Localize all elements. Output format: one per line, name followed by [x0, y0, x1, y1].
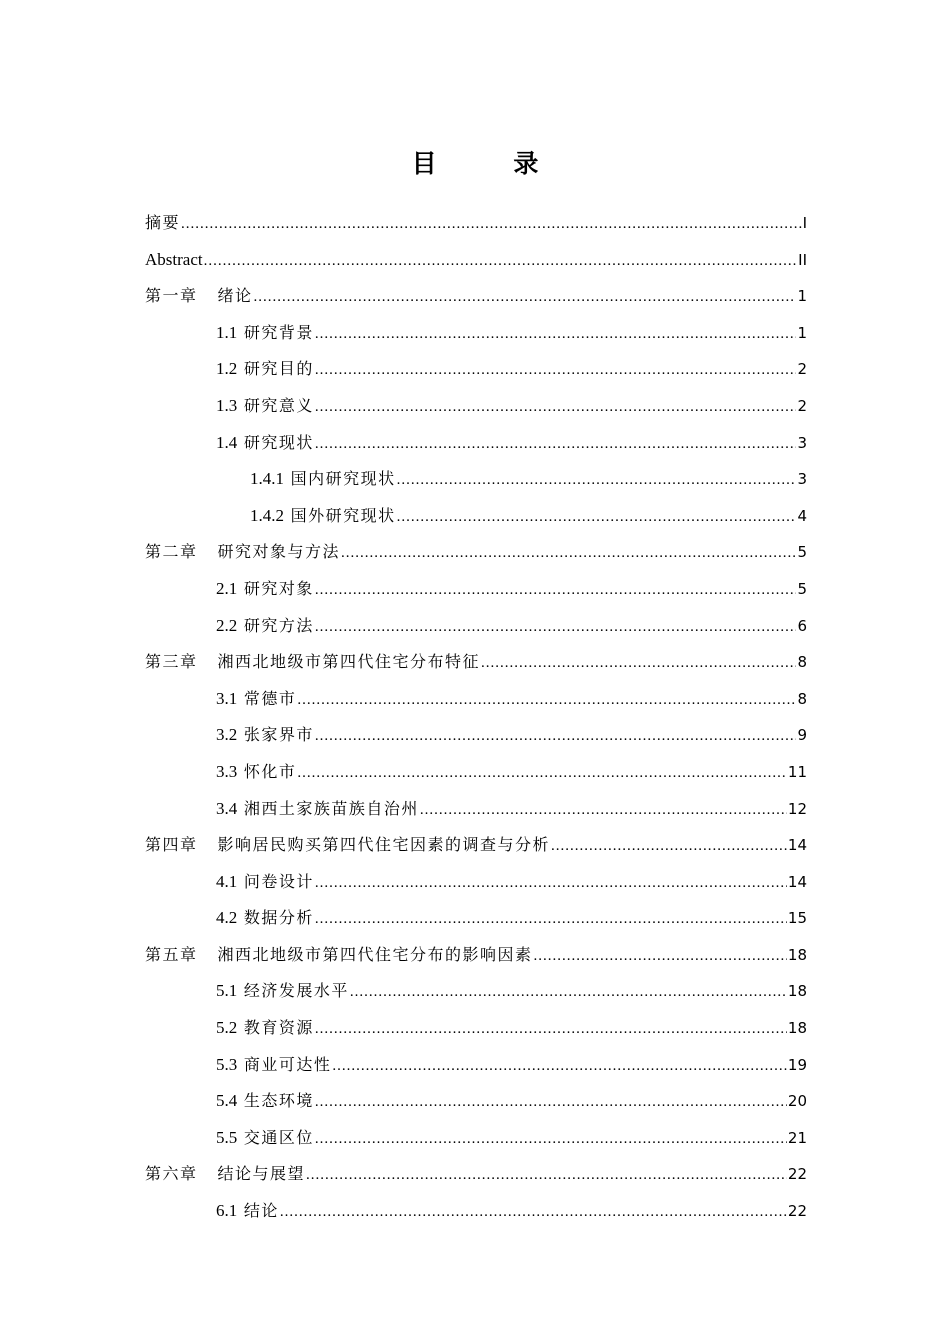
toc-entry-page: 14	[787, 836, 807, 855]
toc-entry-prefix: 1.1	[216, 322, 238, 342]
toc-entry-page: 4	[797, 506, 807, 525]
toc-entry-title: 研究对象与方法	[217, 542, 341, 562]
dot-leader	[254, 279, 797, 316]
dot-leader	[280, 1194, 787, 1231]
toc-entry-title: Abstract	[145, 249, 203, 269]
dot-leader	[181, 206, 802, 243]
toc-entry-prefix: 1.3	[216, 395, 238, 415]
toc-entry-section[interactable]	[145, 351, 807, 388]
toc-entry-title: 数据分析	[243, 908, 314, 928]
toc-entry-page: 11	[787, 762, 807, 781]
toc-entry-section[interactable]	[145, 973, 807, 1010]
toc-entry-section[interactable]	[145, 1047, 807, 1084]
toc-entry-prefix: 5.5	[216, 1127, 238, 1147]
dot-leader	[315, 572, 797, 609]
toc-entry-title: 商业可达性	[243, 1054, 332, 1074]
toc-entry-section[interactable]	[145, 388, 807, 425]
toc-entry-page: 9	[797, 726, 807, 745]
toc-entry-page: 19	[787, 1055, 807, 1074]
toc-entry-section[interactable]	[145, 864, 807, 901]
toc-entry-prefix: 3.3	[216, 761, 238, 781]
toc-entry-page: 3	[797, 470, 807, 489]
toc-entry-title: 研究现状	[243, 432, 314, 452]
toc-entry-chapter-1[interactable]	[145, 278, 807, 315]
toc-entry-chapter-3[interactable]	[145, 644, 807, 681]
toc-entry-title: 绪论	[217, 286, 253, 306]
toc-entry-prefix: 1.4.1	[250, 469, 284, 489]
toc-entry-prefix: 1.4.2	[250, 505, 284, 525]
toc-entry-prefix: 5.2	[216, 1018, 238, 1038]
dot-leader	[204, 243, 798, 280]
toc-entry-page: 2	[797, 396, 807, 415]
toc-entry-prefix: 第一章	[145, 286, 198, 306]
toc-entry-section[interactable]	[145, 717, 807, 754]
dot-leader	[315, 1011, 787, 1048]
toc-entry-prefix: 2.1	[216, 578, 238, 598]
toc-entry-page: 20	[787, 1092, 807, 1111]
toc-entry-page: 8	[797, 689, 807, 708]
toc-entry-section[interactable]	[145, 1083, 807, 1120]
toc-entry-title: 常德市	[243, 688, 297, 708]
toc-entry-title: 湘西北地级市第四代住宅分布的影响因素	[217, 944, 533, 964]
toc-entry-prefix: 4.1	[216, 871, 238, 891]
toc-entry-section[interactable]	[145, 1010, 807, 1047]
dot-leader	[341, 535, 796, 572]
dot-leader	[551, 828, 787, 865]
toc-entry-page: 5	[797, 579, 807, 598]
toc-entry-subsection[interactable]	[145, 498, 807, 535]
dot-leader	[315, 1084, 787, 1121]
dot-leader	[332, 1048, 787, 1085]
toc-entry-section[interactable]	[145, 425, 807, 462]
toc-entry-prefix: 5.1	[216, 981, 238, 1001]
toc-entry-prefix: 第三章	[145, 652, 198, 672]
toc-entry-title: 研究背景	[243, 322, 314, 342]
toc-entry-page: 21	[787, 1128, 807, 1147]
toc-entry-chapter-4[interactable]	[145, 827, 807, 864]
toc-entry-prefix: 4.2	[216, 908, 238, 928]
dot-leader	[297, 755, 787, 792]
dot-leader	[315, 865, 787, 902]
dot-leader	[534, 938, 787, 975]
toc-entry-prefix: 3.1	[216, 688, 238, 708]
toc-entry-page: 1	[797, 323, 807, 342]
toc-entry-prefix: 第二章	[145, 542, 198, 562]
dot-leader	[315, 718, 797, 755]
page-title: 目 录	[411, 149, 573, 178]
dot-leader	[315, 901, 787, 938]
toc-entry-prefix: 3.2	[216, 725, 238, 745]
dot-leader	[350, 974, 787, 1011]
toc-entry-section[interactable]	[145, 315, 807, 352]
dot-leader	[481, 645, 796, 682]
toc-entry-page: II	[798, 250, 807, 269]
toc-entry-prefix: 1.2	[216, 359, 238, 379]
toc-entry-chapter-2[interactable]	[145, 534, 807, 571]
toc-entry-abstract-cn[interactable]	[145, 205, 807, 242]
toc-entry-section[interactable]	[145, 1193, 807, 1230]
toc-entry-prefix: 5.3	[216, 1054, 238, 1074]
dot-leader	[306, 1157, 787, 1194]
toc-entry-title: 研究对象	[243, 578, 314, 598]
toc-entry-page: 18	[787, 1019, 807, 1038]
dot-leader	[397, 499, 797, 536]
toc-entry-title: 结论与展望	[217, 1164, 306, 1184]
dot-leader	[397, 462, 797, 499]
toc-entry-title: 结论	[243, 1201, 279, 1221]
toc-entry-page: I	[802, 214, 807, 232]
toc-entry-title: 湘西土家族苗族自治州	[243, 798, 419, 818]
toc-entry-section[interactable]	[145, 754, 807, 791]
toc-entry-title: 张家界市	[243, 725, 314, 745]
toc-entry-page: 18	[787, 982, 807, 1001]
dot-leader	[315, 426, 797, 463]
toc-entry-prefix: 3.4	[216, 798, 238, 818]
toc-entry-title: 经济发展水平	[243, 981, 349, 1001]
toc-entry-prefix: 第五章	[145, 944, 198, 964]
toc-entry-prefix: 2.2	[216, 615, 238, 635]
toc-entry-page: 12	[787, 799, 807, 818]
toc-entry-title: 研究目的	[243, 359, 314, 379]
toc-entry-page: 1	[797, 287, 807, 306]
toc-entry-page: 5	[797, 543, 807, 562]
toc-entry-page: 3	[797, 433, 807, 452]
toc-entry-title: 湘西北地级市第四代住宅分布特征	[217, 652, 481, 672]
toc-entry-prefix: 第四章	[145, 835, 198, 855]
toc-entry-page: 15	[787, 909, 807, 928]
toc-entry-title: 国内研究现状	[290, 469, 396, 489]
dot-leader	[315, 389, 797, 426]
toc-entry-section[interactable]	[145, 791, 807, 828]
dot-leader	[297, 682, 796, 719]
toc-entry-chapter-6[interactable]	[145, 1156, 807, 1193]
toc-entry-section[interactable]	[145, 681, 807, 718]
toc-entry-title: 问卷设计	[243, 871, 314, 891]
toc-entry-section[interactable]	[145, 608, 807, 645]
toc-entry-prefix: 第六章	[145, 1164, 198, 1184]
toc-entry-page: 6	[797, 616, 807, 635]
toc-entry-prefix: 5.4	[216, 1091, 238, 1111]
toc-entry-prefix: 6.1	[216, 1201, 238, 1221]
toc-entry-page: 14	[787, 872, 807, 891]
toc-entry-page: 2	[797, 360, 807, 379]
toc-entry-title: 研究意义	[243, 395, 314, 415]
toc-entry-section[interactable]	[145, 571, 807, 608]
toc-entry-title: 影响居民购买第四代住宅因素的调查与分析	[217, 835, 551, 855]
dot-leader	[315, 609, 797, 646]
toc-entry-prefix: 1.4	[216, 432, 238, 452]
toc-entry-page: 22	[787, 1165, 807, 1184]
dot-leader	[315, 316, 797, 353]
toc-entry-abstract-en[interactable]	[145, 242, 807, 279]
toc-entry-section[interactable]	[145, 1120, 807, 1157]
table-of-contents	[145, 205, 807, 1230]
toc-entry-page: 8	[797, 653, 807, 672]
dot-leader	[420, 792, 787, 829]
toc-entry-title: 摘要	[145, 213, 181, 232]
toc-entry-page: 18	[787, 945, 807, 964]
dot-leader	[315, 352, 797, 389]
toc-entry-title: 研究方法	[243, 615, 314, 635]
toc-entry-title: 怀化市	[243, 761, 297, 781]
toc-entry-title: 国外研究现状	[290, 505, 396, 525]
toc-entry-subsection[interactable]	[145, 461, 807, 498]
toc-entry-chapter-5[interactable]	[145, 937, 807, 974]
toc-entry-title: 教育资源	[243, 1018, 314, 1038]
toc-entry-section[interactable]	[145, 900, 807, 937]
toc-entry-title: 交通区位	[243, 1127, 314, 1147]
toc-entry-page: 22	[787, 1202, 807, 1221]
dot-leader	[315, 1121, 787, 1158]
toc-entry-title: 生态环境	[243, 1091, 314, 1111]
